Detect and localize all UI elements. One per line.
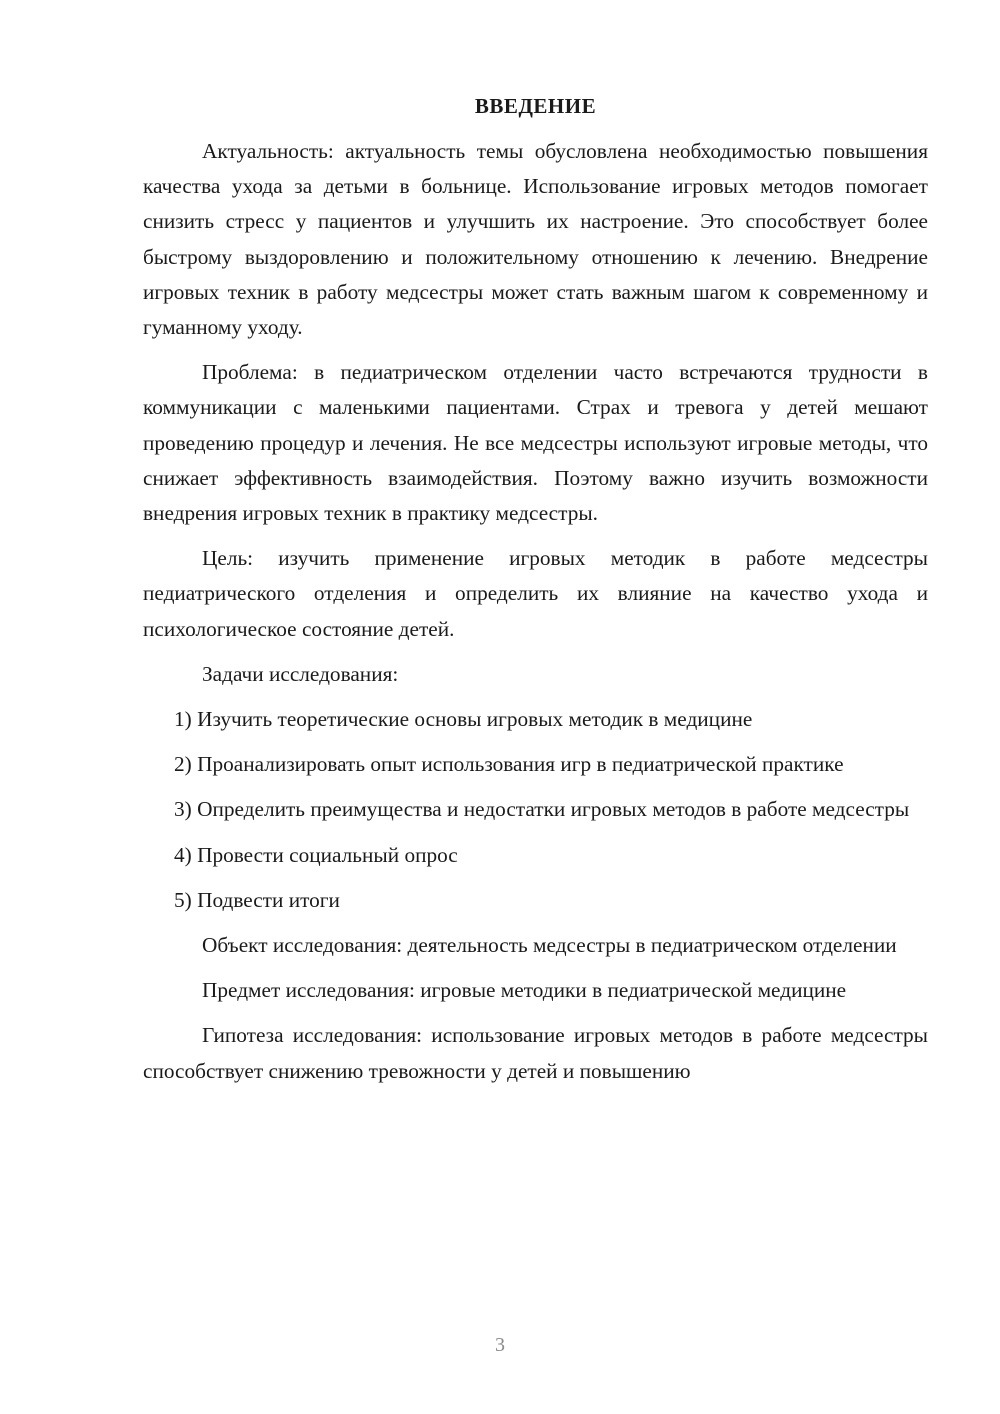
paragraph-goal: Цель: изучить применение игровых методик в работе медсестры педиатрического отделения и определить их влияние на качество ухода и психологическое состояние детей.	[143, 546, 928, 641]
tasks-title: Задачи исследования:	[202, 661, 399, 686]
task-item-5: 5) Подвести итоги	[174, 887, 340, 912]
task-item-3: 3) Определить преимущества и недостатки игровых методов в работе медсестры	[174, 797, 910, 822]
paragraph-object: Объект исследования: деятельность медсестры в педиатрическом отделении	[202, 933, 897, 958]
section-heading: ВВЕДЕНИЕ	[474, 94, 597, 118]
task-item-2: 2) Проанализировать опыт использования игр в педиатрической практике	[174, 752, 844, 777]
paragraph-relevance: Актуальность: актуальность темы обусловлена необходимостью повышения качества ухода за детьми в больнице. Использование игровых методов помогает снизить стресс у пациентов и улучшить их настроение. Это способствует более быстрому выздоровлению и положительному отношению к лечению. Внедрение игровых техник в работу медсестры может стать важным шагом к современному и гуманному уходу.	[143, 139, 928, 340]
paragraph-subject: Предмет исследования: игровые методики в педиатрической медицине	[202, 978, 847, 1003]
document-page	[143, 92, 928, 1099]
paragraph-problem: Проблема: в педиатрическом отделении часто встречаются трудности в коммуникации с маленькими пациентами. Страх и тревога у детей мешают проведению процедур и лечения. Не все медсестры используют игровые методы, что снижает эффективность взаимодействия. Поэтому важно изучить возможности внедрения игровых техник в практику медсестры.	[143, 360, 928, 526]
task-item-1: 1) Изучить теоретические основы игровых методик в медицине	[174, 707, 753, 732]
page-number: 3	[495, 1334, 505, 1356]
task-item-4: 4) Провести социальный опрос	[174, 842, 458, 867]
paragraph-hypothesis: Гипотеза исследования: использование игровых методов в работе медсестры способствует снижению тревожности у детей и повышению	[143, 1023, 928, 1083]
